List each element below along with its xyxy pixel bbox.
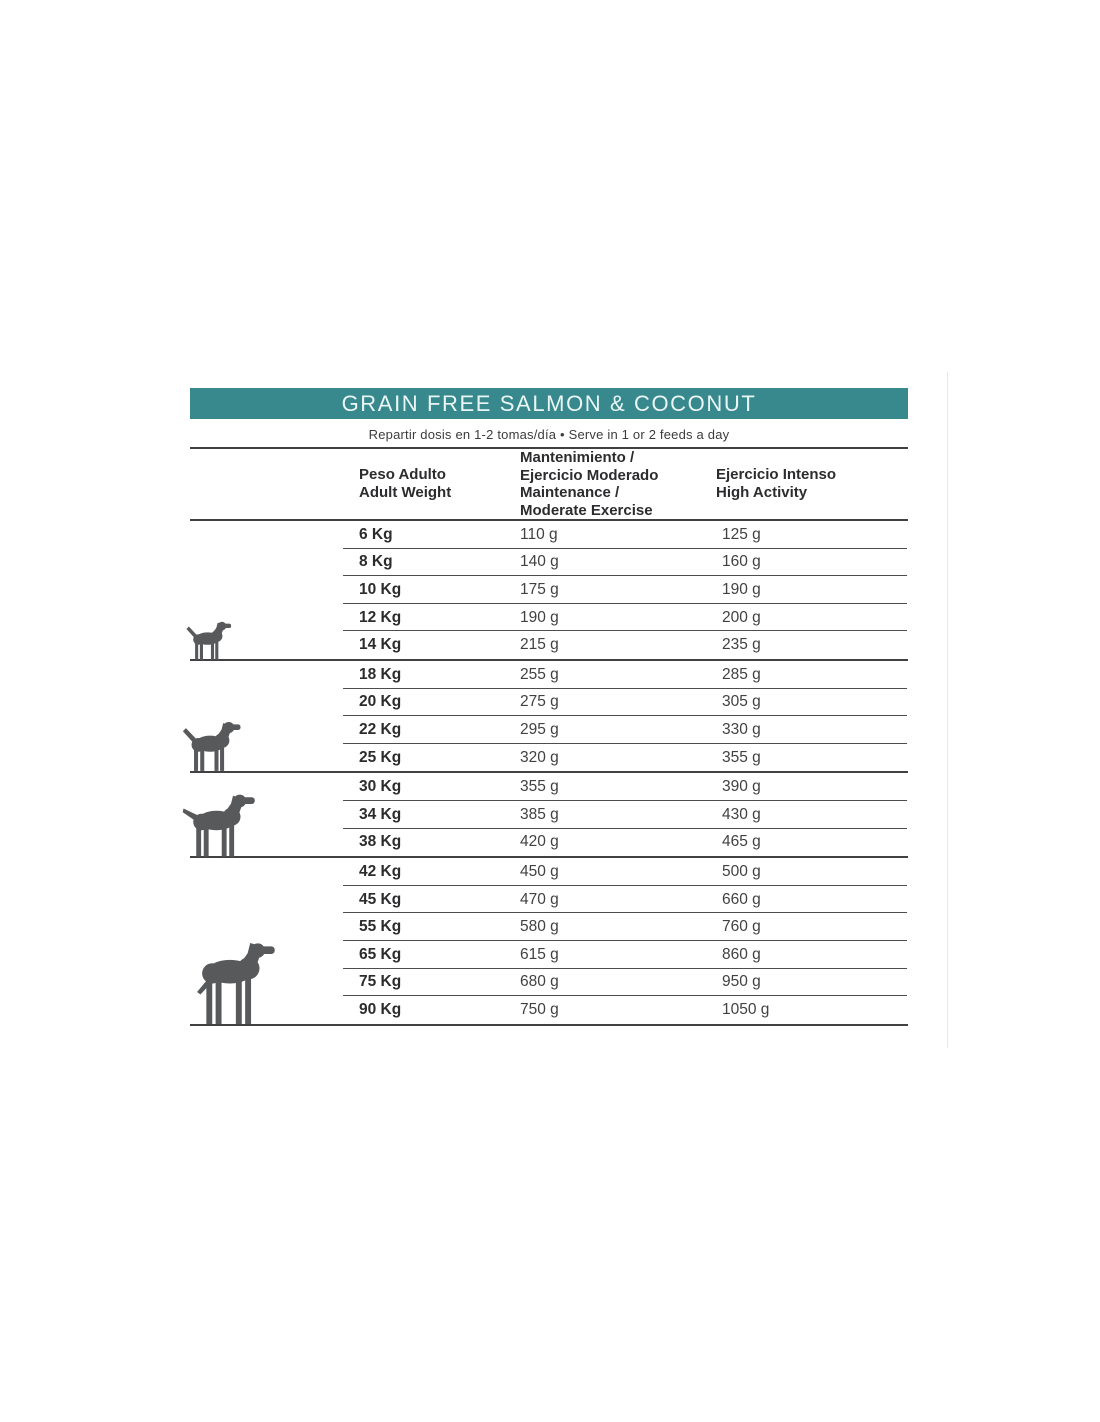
table-row bbox=[190, 886, 908, 914]
column-header-weight: Peso Adulto Adult Weight bbox=[359, 466, 452, 501]
column-header-maintenance: Mantenimiento / Ejercicio Moderado Maintenance / Moderate Exercise bbox=[520, 449, 659, 519]
cell-high-activity-amount: 190 g bbox=[722, 580, 761, 598]
cell-maintenance-amount: 580 g bbox=[520, 918, 559, 936]
cell-maintenance-amount: 750 g bbox=[520, 1000, 559, 1018]
table-row bbox=[190, 576, 908, 604]
table-row bbox=[190, 549, 908, 577]
weight-group bbox=[190, 521, 908, 659]
cell-maintenance-amount: 355 g bbox=[520, 778, 559, 796]
table-row bbox=[190, 661, 908, 689]
table-row bbox=[190, 913, 908, 941]
group-divider bbox=[190, 1024, 908, 1026]
table-row bbox=[190, 941, 908, 969]
cell-high-activity-amount: 330 g bbox=[722, 720, 761, 738]
cell-high-activity-amount: 390 g bbox=[722, 778, 761, 796]
title-bar bbox=[190, 388, 908, 419]
cell-adult-weight: 75 Kg bbox=[359, 973, 402, 991]
cell-adult-weight: 45 Kg bbox=[359, 890, 402, 908]
cell-adult-weight: 65 Kg bbox=[359, 945, 402, 963]
cell-maintenance-amount: 450 g bbox=[520, 862, 559, 880]
weight-group bbox=[190, 773, 908, 856]
table-row bbox=[190, 604, 908, 632]
cell-adult-weight: 18 Kg bbox=[359, 665, 402, 683]
cell-high-activity-amount: 160 g bbox=[722, 553, 761, 571]
cell-adult-weight: 22 Kg bbox=[359, 720, 402, 738]
cell-high-activity-amount: 285 g bbox=[722, 665, 761, 683]
cell-adult-weight: 8 Kg bbox=[359, 553, 393, 571]
cell-maintenance-amount: 680 g bbox=[520, 973, 559, 991]
cell-adult-weight: 55 Kg bbox=[359, 918, 402, 936]
cell-high-activity-amount: 950 g bbox=[722, 973, 761, 991]
cell-maintenance-amount: 255 g bbox=[520, 665, 559, 683]
cell-adult-weight: 38 Kg bbox=[359, 833, 402, 851]
cell-high-activity-amount: 125 g bbox=[722, 525, 761, 543]
cell-high-activity-amount: 355 g bbox=[722, 748, 761, 766]
weight-group bbox=[190, 858, 908, 1024]
cell-adult-weight: 10 Kg bbox=[359, 580, 402, 598]
cell-high-activity-amount: 465 g bbox=[722, 833, 761, 851]
cell-maintenance-amount: 470 g bbox=[520, 890, 559, 908]
cell-maintenance-amount: 420 g bbox=[520, 833, 559, 851]
cell-adult-weight: 6 Kg bbox=[359, 525, 393, 543]
cell-high-activity-amount: 430 g bbox=[722, 805, 761, 823]
table-row bbox=[190, 801, 908, 829]
cell-adult-weight: 20 Kg bbox=[359, 693, 402, 711]
column-header-high-activity: Ejercicio Intenso High Activity bbox=[716, 466, 837, 501]
table-row bbox=[190, 829, 908, 857]
small-dog-icon bbox=[185, 620, 233, 660]
table-row bbox=[190, 996, 908, 1024]
large-dog-icon bbox=[179, 793, 257, 857]
cell-high-activity-amount: 1050 g bbox=[722, 1000, 770, 1018]
table-row bbox=[190, 521, 908, 549]
cell-maintenance-amount: 215 g bbox=[520, 636, 559, 654]
table-row bbox=[190, 689, 908, 717]
cell-high-activity-amount: 660 g bbox=[722, 890, 761, 908]
cell-maintenance-amount: 275 g bbox=[520, 693, 559, 711]
cell-maintenance-amount: 295 g bbox=[520, 720, 559, 738]
cell-high-activity-amount: 860 g bbox=[722, 945, 761, 963]
cell-adult-weight: 90 Kg bbox=[359, 1000, 402, 1018]
cell-maintenance-amount: 140 g bbox=[520, 553, 559, 571]
cell-maintenance-amount: 175 g bbox=[520, 580, 559, 598]
giant-dog-icon bbox=[184, 943, 281, 1024]
cell-high-activity-amount: 200 g bbox=[722, 608, 761, 626]
cell-adult-weight: 34 Kg bbox=[359, 805, 402, 823]
table-row bbox=[190, 716, 908, 744]
product-title: GRAIN FREE SALMON & COCONUT bbox=[341, 390, 757, 416]
table-row bbox=[190, 631, 908, 659]
cell-high-activity-amount: 235 g bbox=[722, 636, 761, 654]
panel-right-edge bbox=[947, 372, 948, 1048]
cell-adult-weight: 12 Kg bbox=[359, 608, 402, 626]
table-row bbox=[190, 744, 908, 772]
table-row bbox=[190, 969, 908, 997]
cell-adult-weight: 30 Kg bbox=[359, 778, 402, 796]
cell-high-activity-amount: 305 g bbox=[722, 693, 761, 711]
cell-adult-weight: 42 Kg bbox=[359, 862, 402, 880]
medium-dog-icon bbox=[181, 719, 243, 772]
serving-note: Repartir dosis en 1-2 tomas/día • Serve in 1 or 2 feeds a day bbox=[368, 427, 730, 442]
cell-high-activity-amount: 760 g bbox=[722, 918, 761, 936]
cell-maintenance-amount: 190 g bbox=[520, 608, 559, 626]
cell-maintenance-amount: 615 g bbox=[520, 945, 559, 963]
cell-maintenance-amount: 320 g bbox=[520, 748, 559, 766]
cell-maintenance-amount: 385 g bbox=[520, 805, 559, 823]
feeding-table bbox=[190, 521, 908, 1026]
table-row bbox=[190, 773, 908, 801]
cell-high-activity-amount: 500 g bbox=[722, 862, 761, 880]
cell-adult-weight: 25 Kg bbox=[359, 748, 402, 766]
table-row bbox=[190, 858, 908, 886]
cell-adult-weight: 14 Kg bbox=[359, 636, 402, 654]
cell-maintenance-amount: 110 g bbox=[520, 525, 558, 543]
weight-group bbox=[190, 661, 908, 771]
